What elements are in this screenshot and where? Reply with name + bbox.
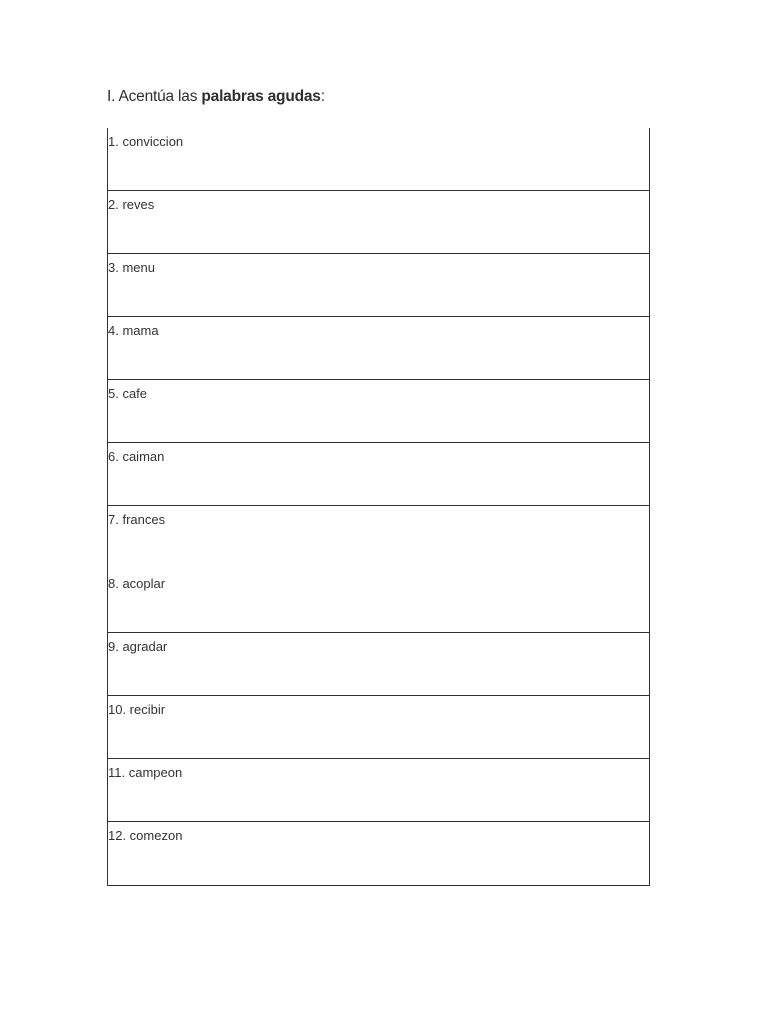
instruction-heading (107, 88, 325, 106)
table-row (108, 254, 649, 317)
list-item: 10. recibir (108, 702, 166, 717)
list-item: 5. cafe (108, 386, 148, 401)
list-item: 11. campeon (108, 765, 183, 780)
table-row (108, 759, 649, 822)
list-item: 6. caiman (108, 449, 165, 464)
list-item: 4. mama (108, 323, 159, 338)
instruction-prefix: I. Acentúa las (107, 88, 202, 105)
table-row (108, 696, 649, 759)
table-row (108, 822, 649, 884)
instruction-suffix: : (320, 88, 325, 105)
list-item: 12. comezon (108, 828, 183, 843)
answer-table (107, 128, 650, 886)
instruction-emphasis: palabras agudas (201, 88, 321, 105)
table-row (108, 443, 649, 506)
table-row (108, 191, 649, 254)
list-item: 9. agradar (108, 639, 168, 654)
table-row (108, 128, 649, 191)
list-item: 8. acoplar (108, 576, 166, 591)
list-item: 3. menu (108, 260, 155, 275)
list-item: 7. frances (108, 512, 166, 527)
list-item: 1. conviccion (108, 134, 184, 149)
table-row (108, 633, 649, 696)
table-row (108, 506, 649, 633)
table-row (108, 380, 649, 443)
table-row (108, 317, 649, 380)
list-item: 2. reves (108, 197, 155, 212)
